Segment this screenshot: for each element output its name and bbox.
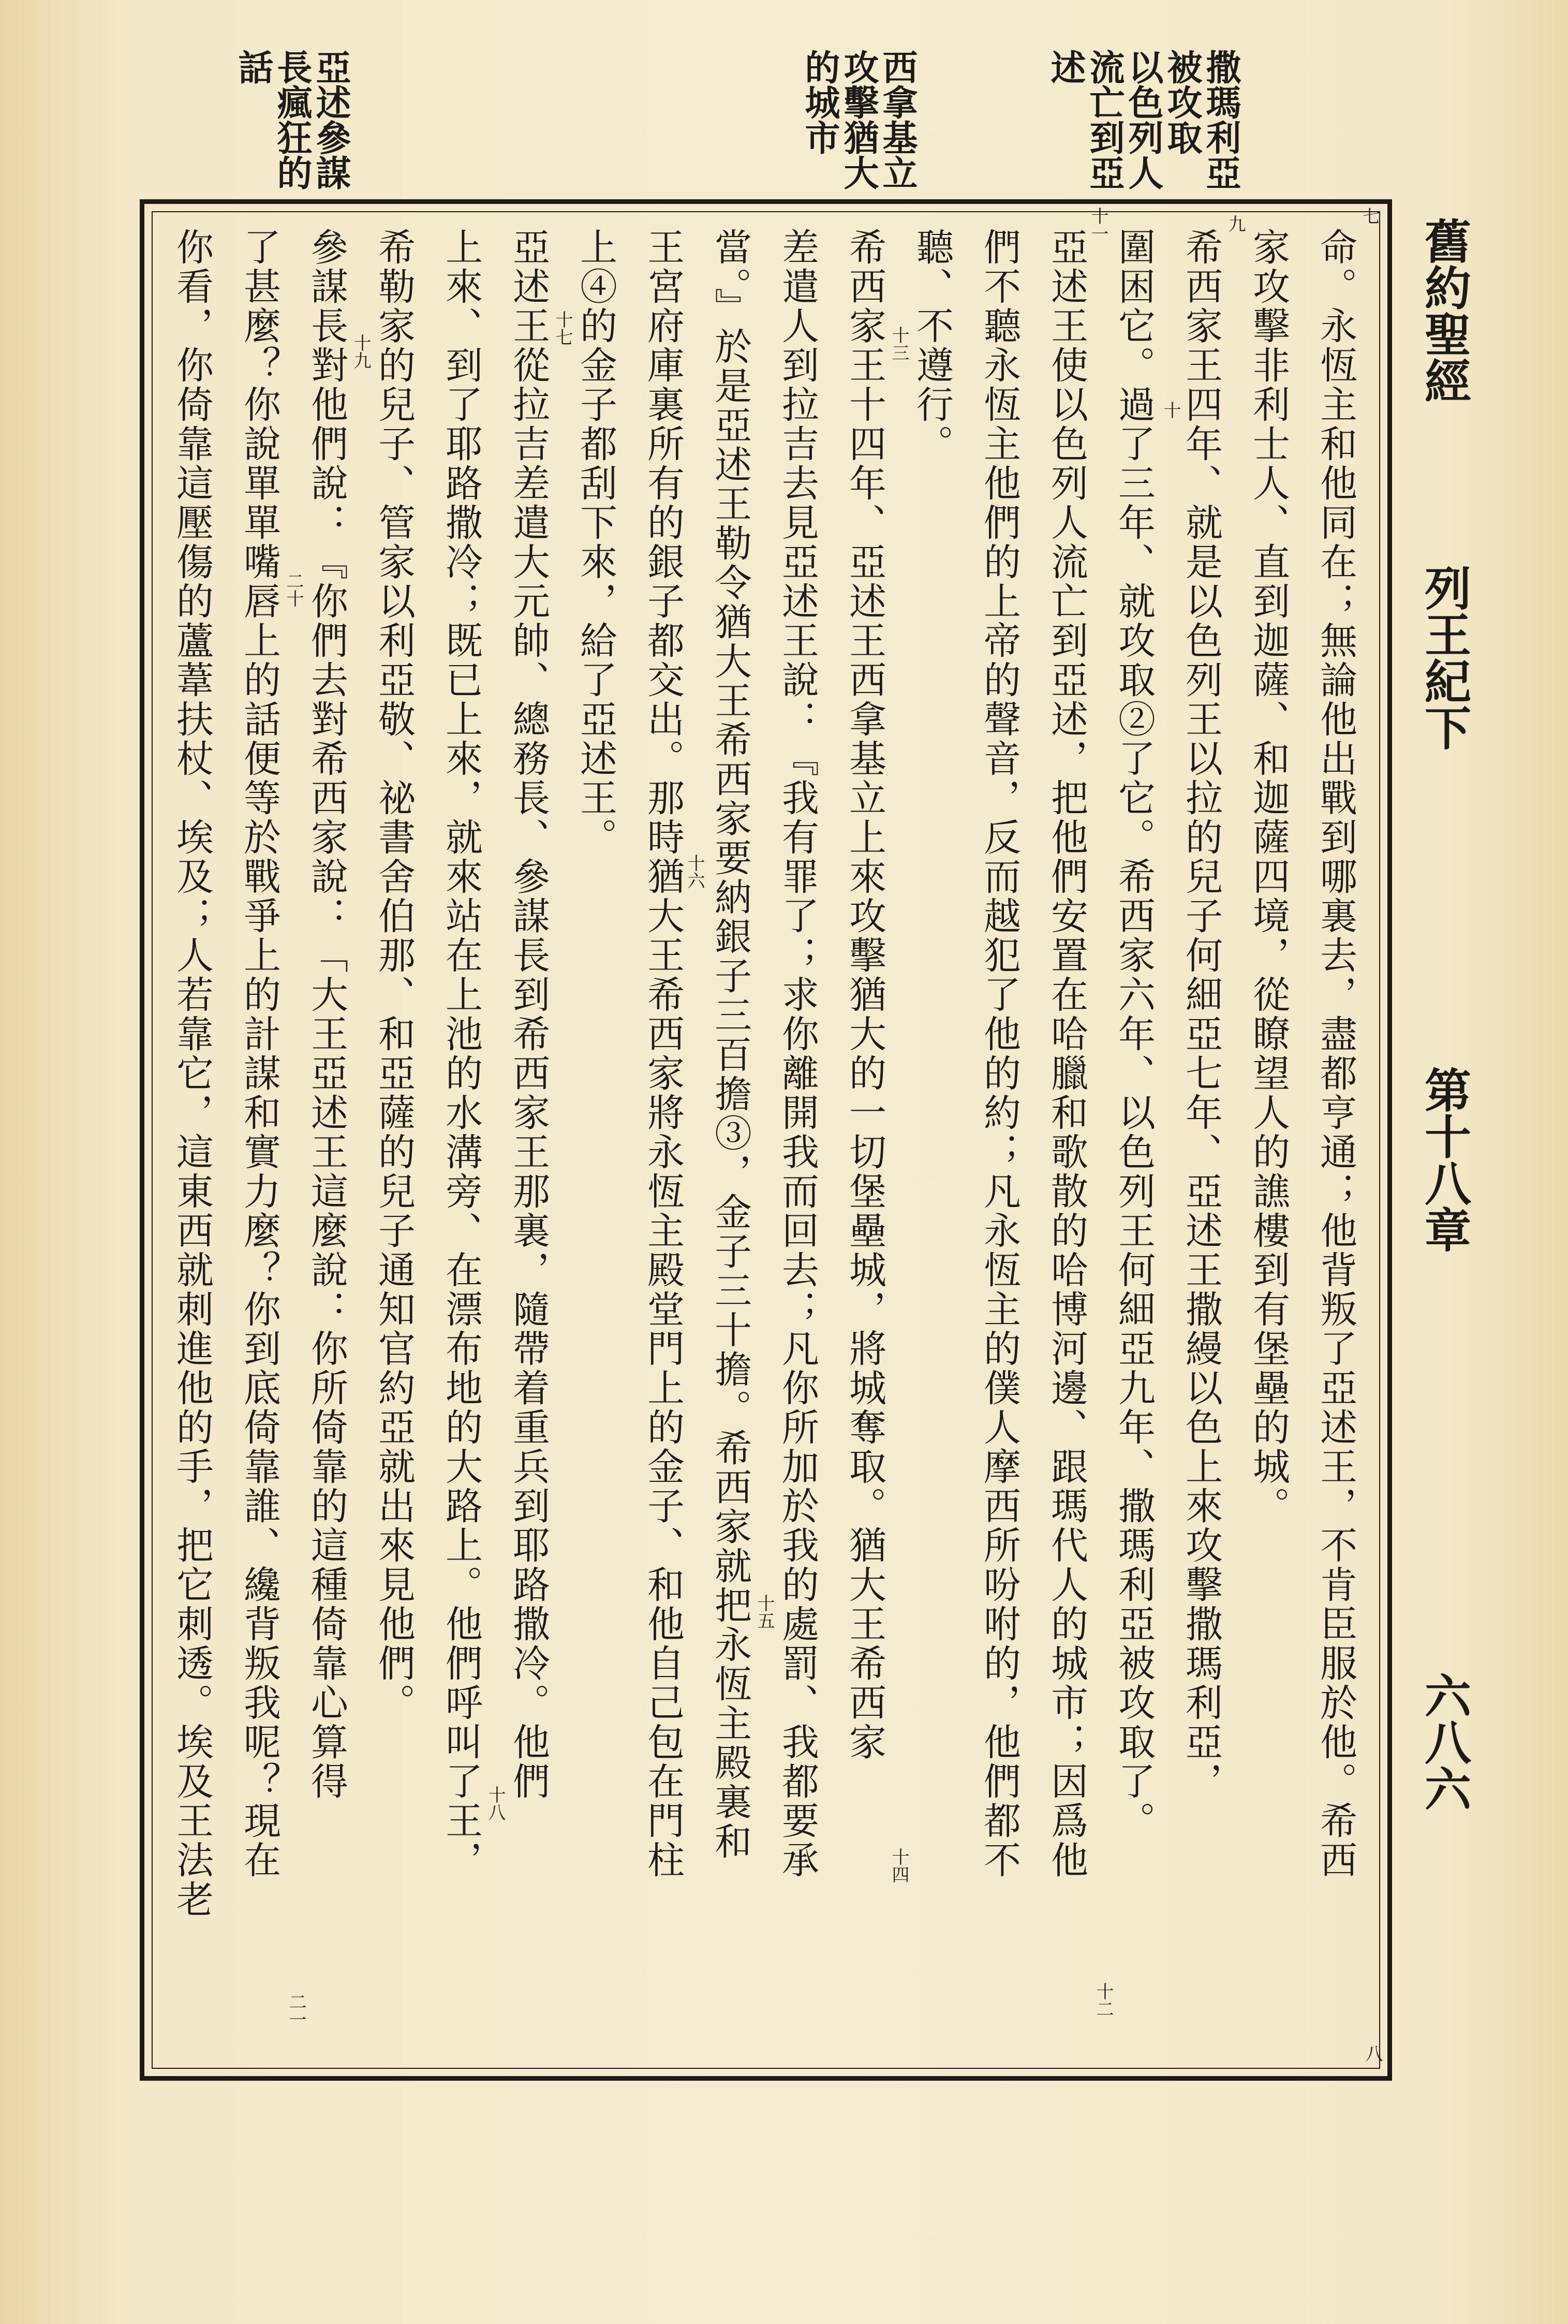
text-column-16: 參謀長對他們說：『你們去對希西家說：「大王亞述王這麼說：你所倚靠的這種倚靠心算得 (305, 228, 348, 1801)
text-column-3: 希西家王四年、就是以色列王以拉的兒子何細亞七年、亞述王撒縵以色上來攻擊撒瑪利亞， (1179, 228, 1223, 1801)
text-column-17: 了甚麼？你說單單嘴唇上的話便等於戰爭上的計謀和實力麼？你到底倚靠誰、纔背叛我呢？現在 (238, 228, 281, 1880)
verse-marker-20: 二十 (283, 572, 304, 607)
margin-note-samaria-2: 被攻取 (1161, 49, 1203, 155)
verse-marker-15: 十五 (754, 1594, 775, 1629)
verse-marker-14: 十四 (889, 1848, 909, 1883)
text-column-18: 你看，你倚靠這壓傷的蘆葦扶杖、埃及；人若靠它，這東西就刺進他的手，把它刺透。埃及王法老 (170, 228, 214, 1919)
verse-marker-11: 十一 (1088, 207, 1108, 242)
verse-marker-17: 十七 (552, 311, 573, 346)
text-column-1: 命。永恆主和他同在；無論他出戰到哪裏去，盡都亨通；他背叛了亞述王，不肯臣服於他。希西 (1314, 228, 1357, 1880)
text-column-7: 聽、不遵行。 (910, 228, 954, 464)
margin-note-sennacherib-2: 攻擊猶大 (838, 49, 879, 190)
book-name: 列王紀下 (1416, 564, 1471, 751)
text-column-10: 當。』於是亞述王勒令猶大王希西家要納銀子三百擔③，金子三十擔。希西家就把永恆主殿裏和 (708, 228, 752, 1861)
verse-marker-10: 十 (1160, 401, 1181, 419)
text-column-9: 差遣人到拉吉去見亞述王說：『我有罪了；求你離開我而回去；凡你所加於我的處罰、我都要承 (776, 228, 819, 1880)
margin-note-sennacherib-1: 西拿基立 (877, 49, 918, 190)
verse-marker-21: 二一 (286, 1993, 306, 2028)
text-column-6: 們不聽永恆主他們的上帝的聲音，反而越犯了他的約；凡永恆主的僕人摩西所吩咐的，他們都不 (978, 228, 1021, 1880)
margin-note-rabshakeh-2: 長瘋狂的 (271, 49, 313, 190)
text-column-5: 亞述王使以色列人流亡到亞述，把他們安置在哈臘和歌散的哈博河邊、跟瑪代人的城市；因爲他 (1045, 228, 1088, 1880)
verse-marker-16: 十六 (684, 854, 705, 889)
verse-marker-19: 十九 (350, 334, 371, 369)
text-column-4: 圍困它。過了三年、就攻取②了它。希西家六年、以色列王何細亞九年、撒瑪利亞被攻取了。 (1112, 228, 1156, 1841)
text-column-8: 希西家王十四年、亞述王西拿基立上來攻擊猶大的一切堡壘城，將城奪取。猶大王希西家 (843, 228, 886, 1762)
text-column-2: 家攻擊非利士人、直到迦薩、和迦薩四境，從瞭望人的譙樓到有堡壘的城。 (1247, 228, 1290, 1526)
text-column-13: 亞述王從拉吉差遣大元帥、總務長、參謀長到希西家王那裏，隨帶着重兵到耶路撒冷。他們 (507, 228, 550, 1801)
verse-marker-12: 十二 (1093, 1982, 1114, 2018)
text-column-12: 上④的金子都刮下來，給了亞述王。 (574, 228, 617, 857)
margin-note-sennacherib-3: 的城市 (799, 49, 840, 155)
margin-note-samaria-1: 撒瑪利亞 (1200, 49, 1241, 190)
verse-marker-9: 九 (1225, 215, 1246, 232)
book-title: 舊約聖經 (1416, 217, 1471, 404)
margin-note-samaria-4: 流亡到亞 (1084, 49, 1125, 190)
margin-note-rabshakeh-1: 亞述參謀 (310, 49, 351, 190)
text-column-11: 王宮府庫裏所有的銀子都交出。那時猶大王希西家將永恆主殿堂門上的金子、和他自己包在門柱 (641, 228, 685, 1880)
verse-marker-18: 十八 (485, 1786, 506, 1821)
chapter-heading: 第十八章 (1416, 1066, 1471, 1253)
verse-marker-8: 八 (1362, 2044, 1383, 2062)
verse-marker-13: 十三 (889, 326, 909, 361)
margin-note-rabshakeh-3: 話 (232, 49, 274, 84)
margin-note-samaria-3: 以色列人 (1122, 49, 1164, 190)
margin-note-samaria-5: 述 (1045, 49, 1086, 84)
text-column-15: 希勒家的兒子、管家以利亞敬、祕書舍伯那、和亞薩的兒子通知官約亞就出來見他們。 (372, 228, 416, 1723)
text-column-14: 上來、到了耶路撒冷；既已上來，就來站在上池的水溝旁、在漂布地的大路上。他們呼叫了王， (439, 228, 483, 1880)
page-number: 六八六 (1416, 1672, 1471, 1812)
verse-marker-7: 七 (1359, 207, 1380, 225)
